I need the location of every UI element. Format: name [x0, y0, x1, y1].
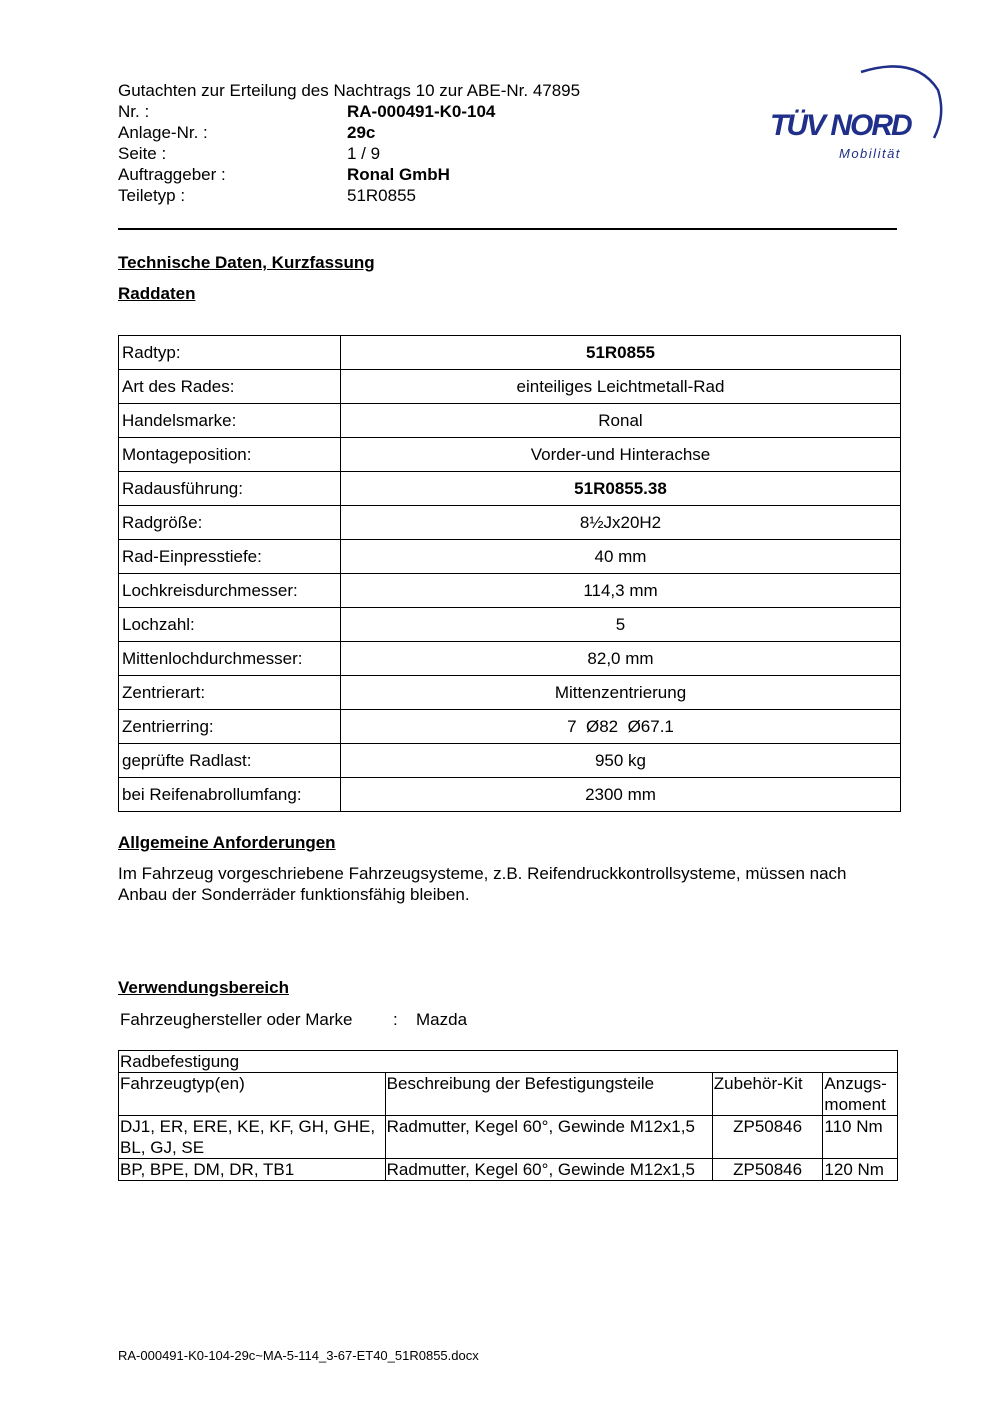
montageposition-label: Montageposition: [119, 438, 341, 472]
table-caption-row [119, 1051, 898, 1073]
row2-zubehoer: ZP50846 [712, 1159, 823, 1181]
table-row [119, 744, 901, 778]
raddaten-table [118, 335, 901, 812]
seite-label: Seite : [118, 144, 167, 163]
zentrierring-value: 7 Ø82 Ø67.1 [341, 710, 901, 744]
row1-zubehoer: ZP50846 [712, 1116, 823, 1159]
radtyp-label: Radtyp: [119, 336, 341, 370]
montageposition-value: Vorder-und Hinterachse [341, 438, 901, 472]
einpresstiefe-value: 40 mm [341, 540, 901, 574]
teiletyp-label: Teiletyp : [118, 186, 186, 205]
table-header-row [119, 1073, 898, 1116]
zentrierart-label: Zentrierart: [119, 676, 341, 710]
table-row [119, 472, 901, 506]
radausfuehrung-value: 51R0855.38 [341, 472, 901, 506]
mittenloch-label: Mittenlochdurchmesser: [119, 642, 341, 676]
table-row [119, 540, 901, 574]
header-beschreibung: Beschreibung der Befestigungsteile [385, 1073, 712, 1116]
header-divider [118, 228, 897, 230]
lochzahl-label: Lochzahl: [119, 608, 341, 642]
zentrierring-label: Zentrierring: [119, 710, 341, 744]
handelsmarke-value: Ronal [341, 404, 901, 438]
table-row [119, 778, 901, 812]
nr-label: Nr. : [118, 102, 150, 121]
table-row [119, 1159, 898, 1181]
radgroesse-label: Radgröße: [119, 506, 341, 540]
radausfuehrung-label: Radausführung: [119, 472, 341, 506]
lochzahl-value: 5 [341, 608, 901, 642]
radtyp-value: 51R0855 [341, 336, 901, 370]
header-fahrzeugtyp: Fahrzeugtyp(en) [119, 1073, 386, 1116]
einpresstiefe-label: Rad-Einpresstiefe: [119, 540, 341, 574]
radbefestigung-caption: Radbefestigung [119, 1051, 898, 1073]
table-row [119, 676, 901, 710]
table-row [119, 438, 901, 472]
row1-fahrzeugtyp: DJ1, ER, ERE, KE, KF, GH, GHE, BL, GJ, SE [119, 1116, 386, 1159]
zentrierart-value: Mittenzentrierung [341, 676, 901, 710]
table-row [119, 506, 901, 540]
document-title: Gutachten zur Erteilung des Nachtrags 10 zur ABE-Nr. 47895 [118, 81, 581, 100]
radbefestigung-table [118, 1050, 898, 1181]
mittenloch-value: 82,0 mm [341, 642, 901, 676]
hersteller-value: Mazda [416, 1010, 468, 1029]
table-row [119, 574, 901, 608]
abrollumfang-label: bei Reifenabrollumfang: [119, 778, 341, 812]
table-row [119, 404, 901, 438]
logo-brand: TÜV NORD [770, 109, 911, 142]
header-zubehoer: Zubehör-Kit [712, 1073, 823, 1116]
nr-value: RA-000491-K0-104 [347, 102, 496, 121]
row2-anzugsmoment: 120 Nm [823, 1159, 898, 1181]
header-anzugsmoment: Anzugs-moment [823, 1073, 898, 1116]
auftraggeber-value: Ronal GmbH [347, 165, 450, 184]
radgroesse-value: 8½Jx20H2 [341, 506, 901, 540]
row2-beschreibung: Radmutter, Kegel 60°, Gewinde M12x1,5 [385, 1159, 712, 1181]
art-value: einteiliges Leichtmetall-Rad [341, 370, 901, 404]
table-row [119, 370, 901, 404]
table-row [119, 642, 901, 676]
anlage-label: Anlage-Nr. : [118, 123, 208, 142]
anforderungen-text: Im Fahrzeug vorgeschriebene Fahrzeugsysteme, z.B. Reifendruckkontrollsysteme, müssen nach Anbau der Sonderräder funktionsfähig bleiben. [118, 864, 847, 904]
row2-fahrzeugtyp: BP, BPE, DM, DR, TB1 [119, 1159, 386, 1181]
teiletyp-value: 51R0855 [347, 186, 417, 205]
raddaten-title: Raddaten [118, 284, 196, 303]
table-row [119, 608, 901, 642]
row1-beschreibung: Radmutter, Kegel 60°, Gewinde M12x1,5 [385, 1116, 712, 1159]
footer-filename: RA-000491-K0-104-29c~MA-5-114_3-67-ET40_51R0855.docx [118, 1348, 479, 1363]
lochkreis-value: 114,3 mm [341, 574, 901, 608]
art-label: Art des Rades: [119, 370, 341, 404]
table-row [119, 1116, 898, 1159]
anforderungen-title: Allgemeine Anforderungen [118, 833, 336, 852]
logo-sub: Mobilität [839, 146, 901, 161]
abrollumfang-value: 2300 mm [341, 778, 901, 812]
handelsmarke-label: Handelsmarke: [119, 404, 341, 438]
hersteller-label: Fahrzeughersteller oder Marke [120, 1010, 353, 1029]
verwendung-title: Verwendungsbereich [118, 978, 289, 997]
seite-value: 1 / 9 [347, 144, 381, 163]
anlage-value: 29c [347, 123, 376, 142]
hersteller-separator: : [393, 1010, 398, 1029]
section-title: Technische Daten, Kurzfassung [118, 253, 375, 272]
auftraggeber-label: Auftraggeber : [118, 165, 226, 184]
table-row [119, 336, 901, 370]
table-row [119, 710, 901, 744]
radlast-value: 950 kg [341, 744, 901, 778]
row1-anzugsmoment: 110 Nm [823, 1116, 898, 1159]
radlast-label: geprüfte Radlast: [119, 744, 341, 778]
lochkreis-label: Lochkreisdurchmesser: [119, 574, 341, 608]
